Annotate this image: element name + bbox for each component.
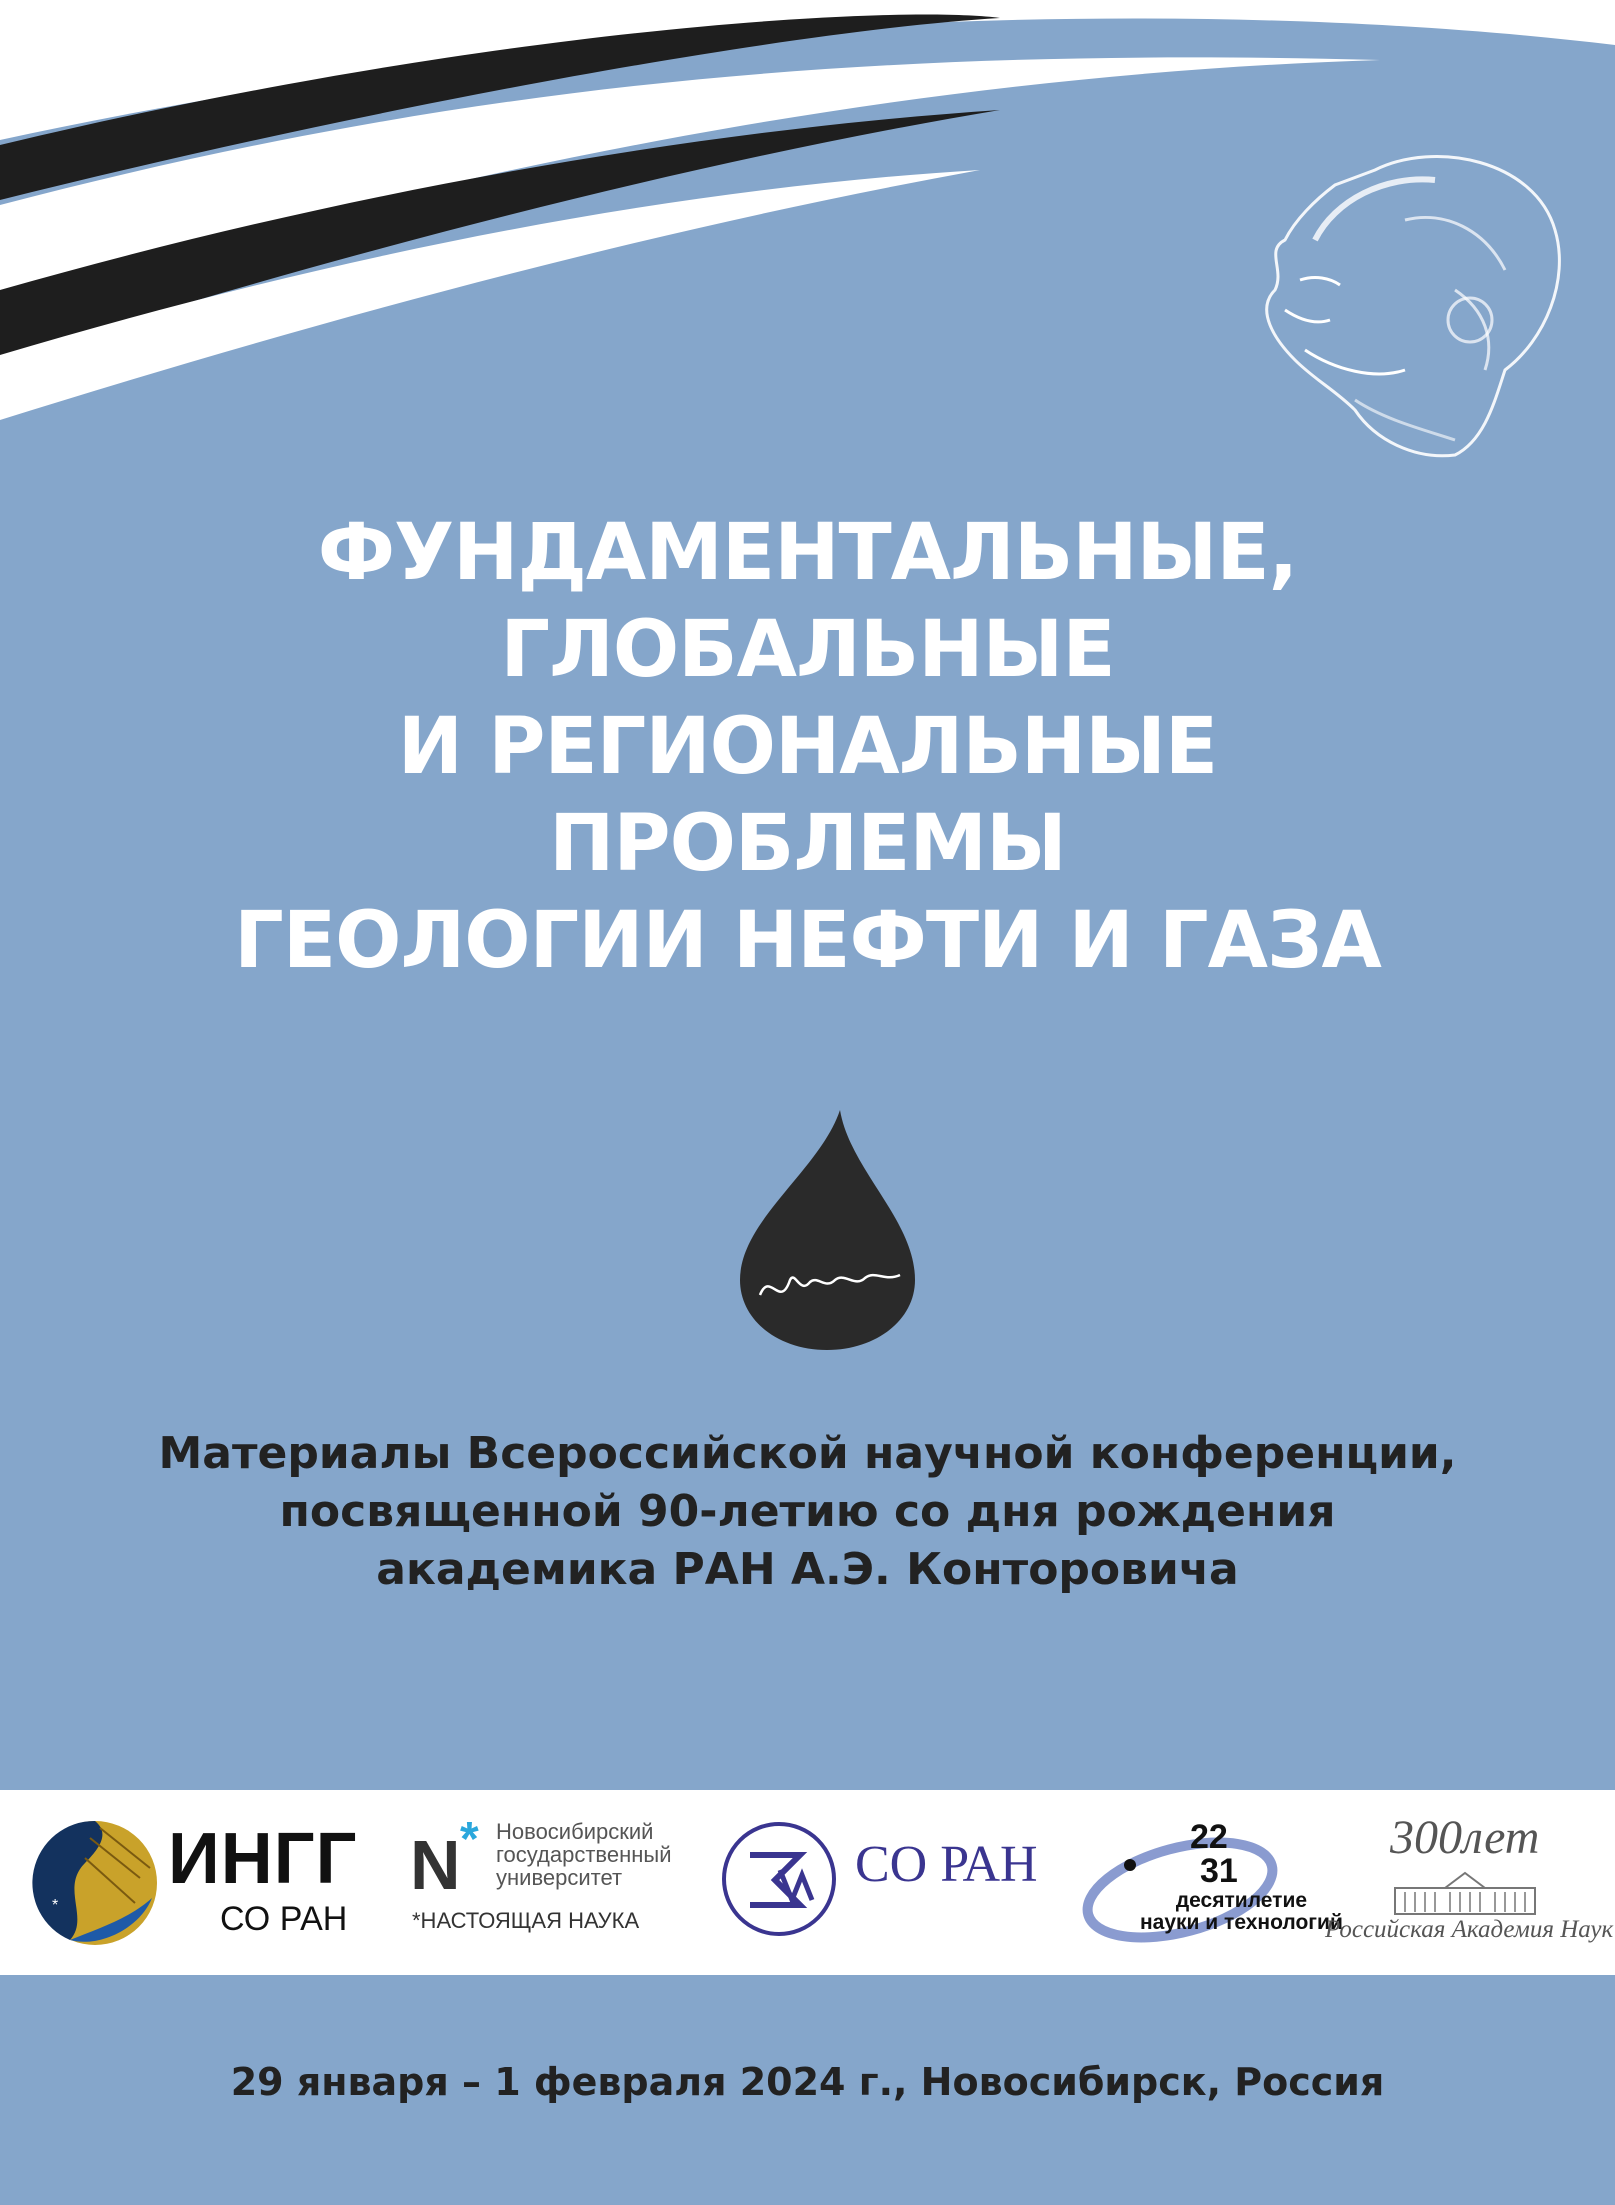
decade-line: десятилетие xyxy=(1175,1889,1308,1912)
title-line: ФУНДАМЕНТАЛЬНЫЕ, xyxy=(317,508,1298,598)
decade-text xyxy=(1140,1890,1343,1934)
decade-numbers xyxy=(1190,1820,1238,1888)
decade-ring-icon xyxy=(1075,1810,1285,1960)
nsu-line: университет xyxy=(496,1865,623,1890)
decade-num: 31 xyxy=(1200,1852,1238,1890)
ras-building-icon xyxy=(1390,1868,1540,1916)
ingg-name: ИНГГ xyxy=(168,1819,358,1899)
nsu-line: государственный xyxy=(496,1842,672,1867)
nsu-letter: N xyxy=(410,1826,461,1904)
nsu-star: * xyxy=(460,1813,479,1866)
decade-line: науки и технологий xyxy=(1140,1911,1343,1934)
portrait-sketch-icon xyxy=(1255,140,1575,460)
soran-name: СО РАН xyxy=(855,1836,1038,1893)
logo-band xyxy=(0,1790,1615,1975)
nsu-line: Новосибирский xyxy=(496,1819,654,1844)
title-line: ГЕОЛОГИИ НЕФТИ И ГАЗА xyxy=(234,896,1381,986)
ingg-sub: СО РАН xyxy=(220,1900,348,1938)
oil-drop-icon xyxy=(740,1110,915,1350)
ingg-logo-icon xyxy=(30,1818,160,1948)
nsu-name xyxy=(496,1820,672,1889)
soran-emblem-icon xyxy=(720,1820,838,1938)
ras-name: Российская Академия Наук xyxy=(1325,1916,1614,1943)
footer-date-place: 29 января – 1 февраля 2024 г., Новосибирск, Россия xyxy=(230,2060,1385,2104)
subtitle-line: академика РАН А.Э. Конторовича xyxy=(376,1544,1239,1595)
ras-year: 300лет xyxy=(1390,1811,1540,1864)
subtitle-line: посвященной 90-летию со дня рождения xyxy=(279,1486,1336,1537)
main-title xyxy=(0,505,1615,990)
svg-text:*: * xyxy=(52,1897,59,1914)
subtitle-line: Материалы Всероссийской научной конференции, xyxy=(158,1428,1457,1479)
subtitle xyxy=(0,1425,1615,1599)
title-line: ПРОБЛЕМЫ xyxy=(549,799,1066,889)
nsu-tagline: *НАСТОЯЩАЯ НАУКА xyxy=(412,1908,640,1933)
title-line: И РЕГИОНАЛЬНЫЕ xyxy=(397,702,1218,792)
decade-num: 22 xyxy=(1190,1818,1228,1856)
title-line: ГЛОБАЛЬНЫЕ xyxy=(500,605,1115,695)
